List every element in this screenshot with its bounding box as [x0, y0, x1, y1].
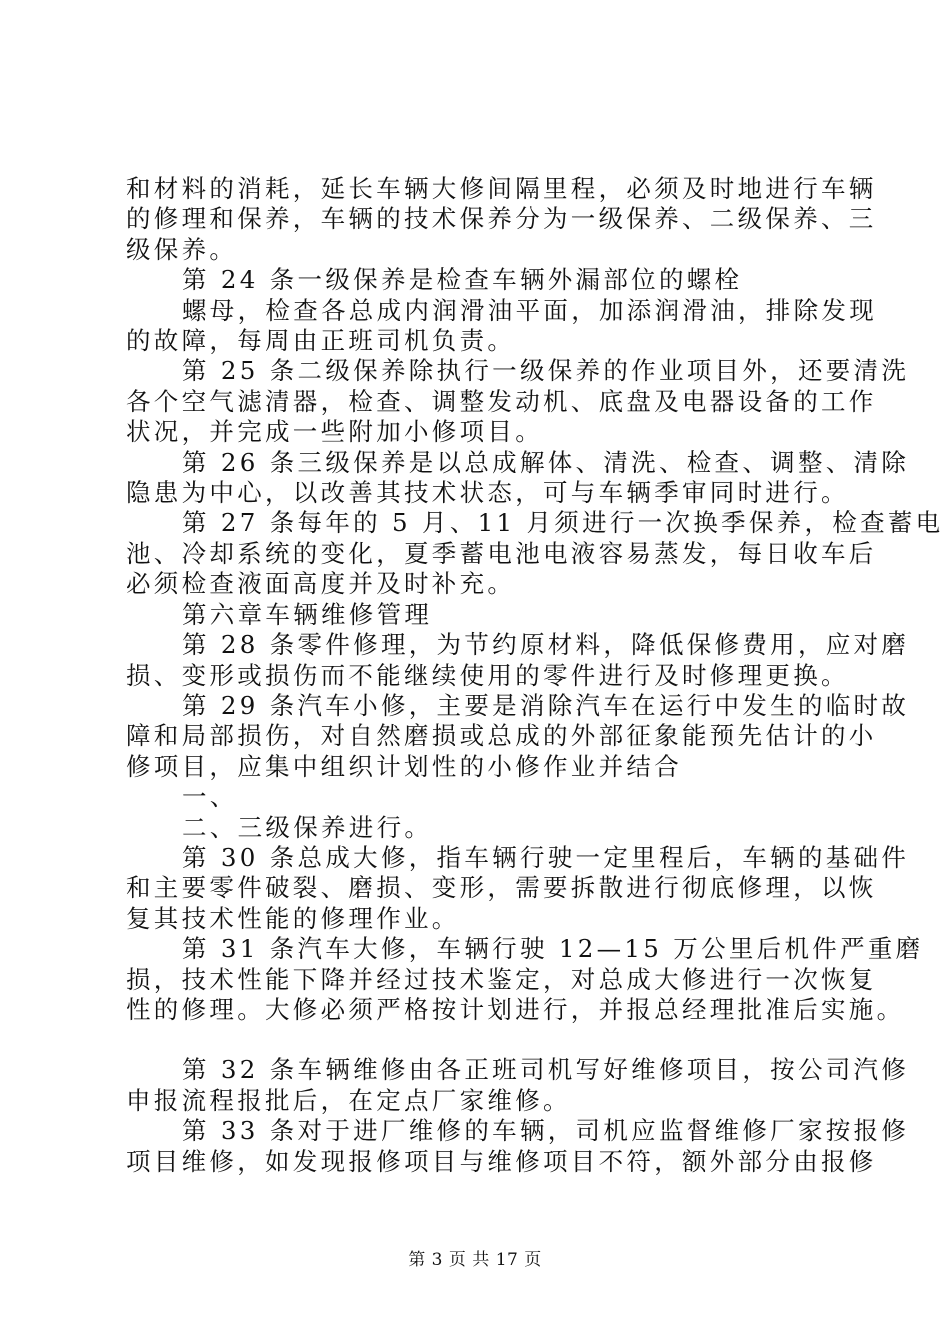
paragraph-line: 的修理和保养，车辆的技术保养分为一级保养、二级保养、三: [126, 204, 877, 234]
paragraph-line: 第 28 条零件修理，为节约原材料，降低保修费用，应对磨: [182, 630, 910, 660]
paragraph: [126, 630, 910, 691]
paragraph-line: 一、: [182, 782, 238, 812]
paragraph-line: 第 26 条三级保养是以总成解体、清洗、检查、调整、清除: [182, 447, 910, 477]
paragraph-line: 复其技术性能的修理作业。: [126, 903, 460, 933]
paragraph-line: 各个空气滤清器，检查、调整发动机、底盘及电器设备的工作: [126, 386, 877, 416]
paragraph-line: 必须检查液面高度并及时补充。: [126, 569, 516, 599]
paragraph: [126, 265, 838, 295]
paragraph: [126, 295, 877, 357]
paragraph-line: 级保养。: [126, 234, 238, 264]
page-footer: 第 3 页 共 17 页: [408, 1250, 542, 1270]
paragraph-line: 和主要零件破裂、磨损、变形，需要拆散进行彻底修理，以恢: [126, 873, 877, 903]
paragraph: [126, 782, 838, 812]
paragraph: [126, 174, 877, 265]
paragraph-line: 申报流程报批后，在定点厂家维修。: [126, 1085, 571, 1115]
paragraph-line: 第六章车辆维修管理: [182, 599, 433, 629]
paragraph-line: 螺母，检查各总成内润滑油平面，加添润滑油，排除发现: [182, 295, 877, 325]
paragraph-line: 二、三级保养进行。: [182, 812, 433, 842]
paragraph-line: 第 33 条对于进厂维修的车辆，司机应监督维修厂家按报修: [182, 1116, 910, 1146]
paragraph-line: 和材料的消耗，延长车辆大修间隔里程，必须及时地进行车辆: [126, 174, 877, 203]
paragraph-line: 第 29 条汽车小修，主要是消除汽车在运行中发生的临时故: [182, 690, 910, 720]
paragraph-gap: [126, 1025, 838, 1055]
paragraph: [126, 600, 838, 630]
paragraph-line: 第 25 条二级保养除执行一级保养的作业项目外，还要清洗: [182, 356, 910, 386]
paragraph: [126, 1055, 910, 1116]
document-body: [126, 174, 944, 1177]
paragraph-line: 障和局部损伤，对自然磨损或总成的外部征象能预先估计的小: [126, 721, 877, 751]
paragraph-line: 第 32 条车辆维修由各正班司机写好维修项目，按公司汽修: [182, 1055, 910, 1085]
paragraph-line: 的故障，每周由正班司机负责。: [126, 326, 516, 356]
paragraph: [126, 447, 910, 509]
paragraph-line: 第 31 条汽车大修，车辆行驶 12—15 万公里后机件严重磨: [182, 934, 924, 964]
paragraph-line: 状况，并完成一些附加小修项目。: [126, 417, 543, 447]
paragraph-line: 项目维修，如发现报修项目与维修项目不符，额外部分由报修: [126, 1146, 877, 1176]
paragraph: [126, 934, 924, 1025]
paragraph: [126, 813, 838, 843]
paragraph: [126, 508, 944, 599]
paragraph: [126, 842, 910, 934]
paragraph: [126, 690, 910, 782]
paragraph-line: 损，技术性能下降并经过技术鉴定，对总成大修进行一次恢复: [126, 964, 877, 994]
paragraph-line: 损、变形或损伤而不能继续使用的零件进行及时修理更换。: [126, 660, 849, 690]
paragraph: [126, 1116, 910, 1177]
paragraph-line: 修项目，应集中组织计划性的小修作业并结合: [126, 751, 682, 781]
paragraph-line: 隐患为中心，以改善其技术状态，可与车辆季审同时进行。: [126, 478, 849, 508]
paragraph: [126, 356, 910, 447]
paragraph-line: 池、冷却系统的变化，夏季蓄电池电液容易蒸发，每日收车后: [126, 538, 877, 568]
paragraph-line: 第 30 条总成大修，指车辆行驶一定里程后，车辆的基础件: [182, 842, 910, 872]
paragraph-line: 第 24 条一级保养是检查车辆外漏部位的螺栓: [182, 265, 743, 295]
paragraph-line: 第 27 条每年的 5 月、11 月须进行一次换季保养，检查蓄电: [182, 508, 944, 538]
paragraph-line: 性的修理。大修必须严格按计划进行，并报总经理批准后实施。: [126, 994, 905, 1024]
